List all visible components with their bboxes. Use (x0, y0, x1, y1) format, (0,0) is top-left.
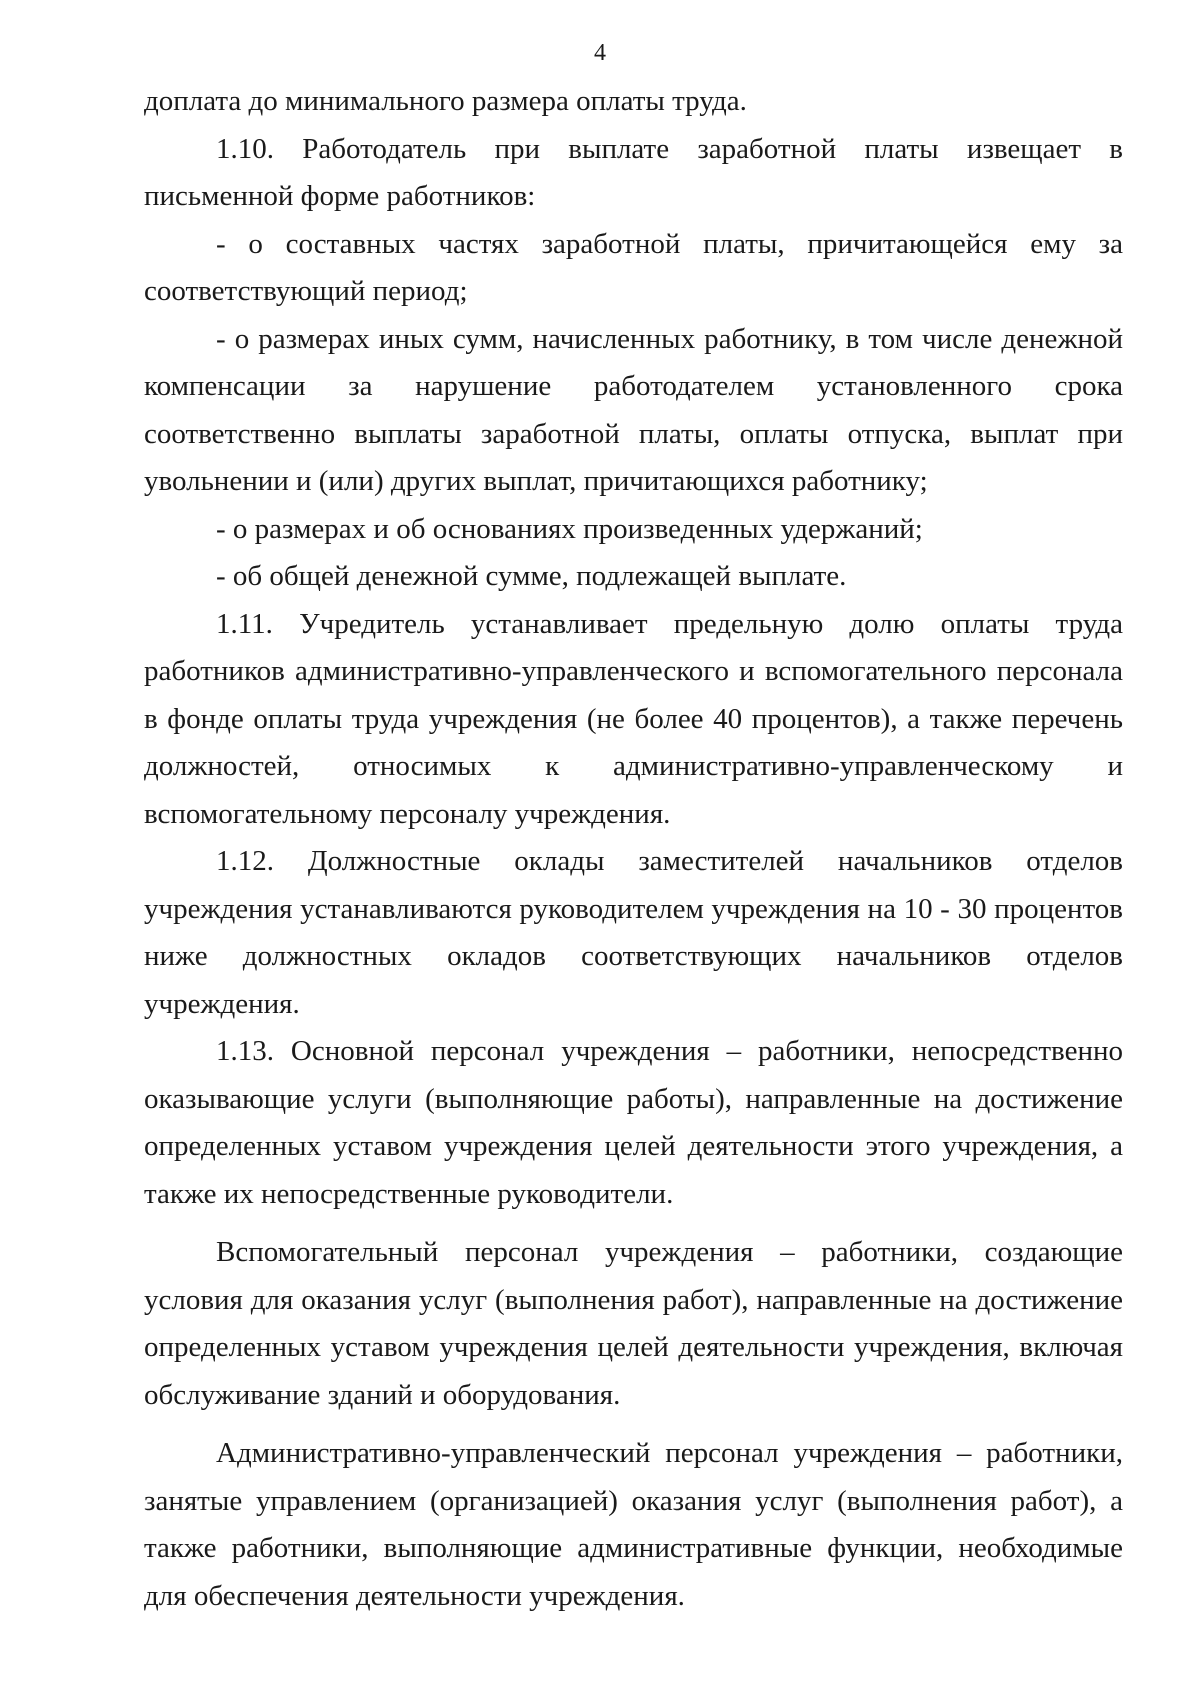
list-item-deductions: - о размерах и об основаниях произведенных удержаний; (216, 512, 923, 545)
paragraph-support-staff: Вспомогательный персонал учреждения – работники, создающие условия для оказания услуг (выполнения работ), направленные на достижение определенных уставом учреждения целей деятельности учреждения, включая обслуживание зданий и оборудования. (144, 1236, 1123, 1411)
paragraph-1-13: 1.13. Основной персонал учреждения – работники, непосредственно оказывающие услуги (выполняющие работы), направленные на достижение определенных уставом учреждения целей деятельности этого учреждения, а также их непосредственные руководители. (144, 1035, 1123, 1210)
document-body (144, 78, 1123, 1620)
page-number: 4 (594, 40, 606, 66)
paragraph-1-12: 1.12. Должностные оклады заместителей начальников отделов учреждения устанавливаются руководителем учреждения на 10 - 30 процентов ниже должностных окладов соответствующих начальников отделов учреждения. (144, 845, 1123, 1020)
list-item-components: - о составных частях заработной платы, причитающейся ему за соответствующий период; (144, 227, 1123, 307)
paragraph-1-10: 1.10. Работодатель при выплате заработной платы извещает в письменной форме работников: (144, 132, 1123, 212)
paragraph-admin-staff: Административно-управленческий персонал учреждения – работники, занятые управлением (организацией) оказания услуг (выполнения работ), а также работники, выполняющие административные функции, необходимые для обеспечения деятельности учреждения. (144, 1437, 1123, 1612)
paragraph-1-11: 1.11. Учредитель устанавливает предельную долю оплаты труда работников административно-управленческого и вспомогательного персонала в фонде оплаты труда учреждения (не более 40 процентов), а также перечень должностей, относимых к административно-управленческому и вспомогательному персоналу учреждения. (144, 607, 1123, 830)
list-item-other-sums: - о размерах иных сумм, начисленных работнику, в том числе денежной компенсации за нарушение работодателем установленного срока соответственно выплаты заработной платы, оплаты отпуска, выплат при увольнении и (или) других выплат, причитающихся работнику; (144, 322, 1123, 497)
paragraph-continuation: доплата до минимального размера оплаты труда. (144, 85, 747, 117)
list-item-total: - об общей денежной сумме, подлежащей выплате. (216, 560, 847, 592)
